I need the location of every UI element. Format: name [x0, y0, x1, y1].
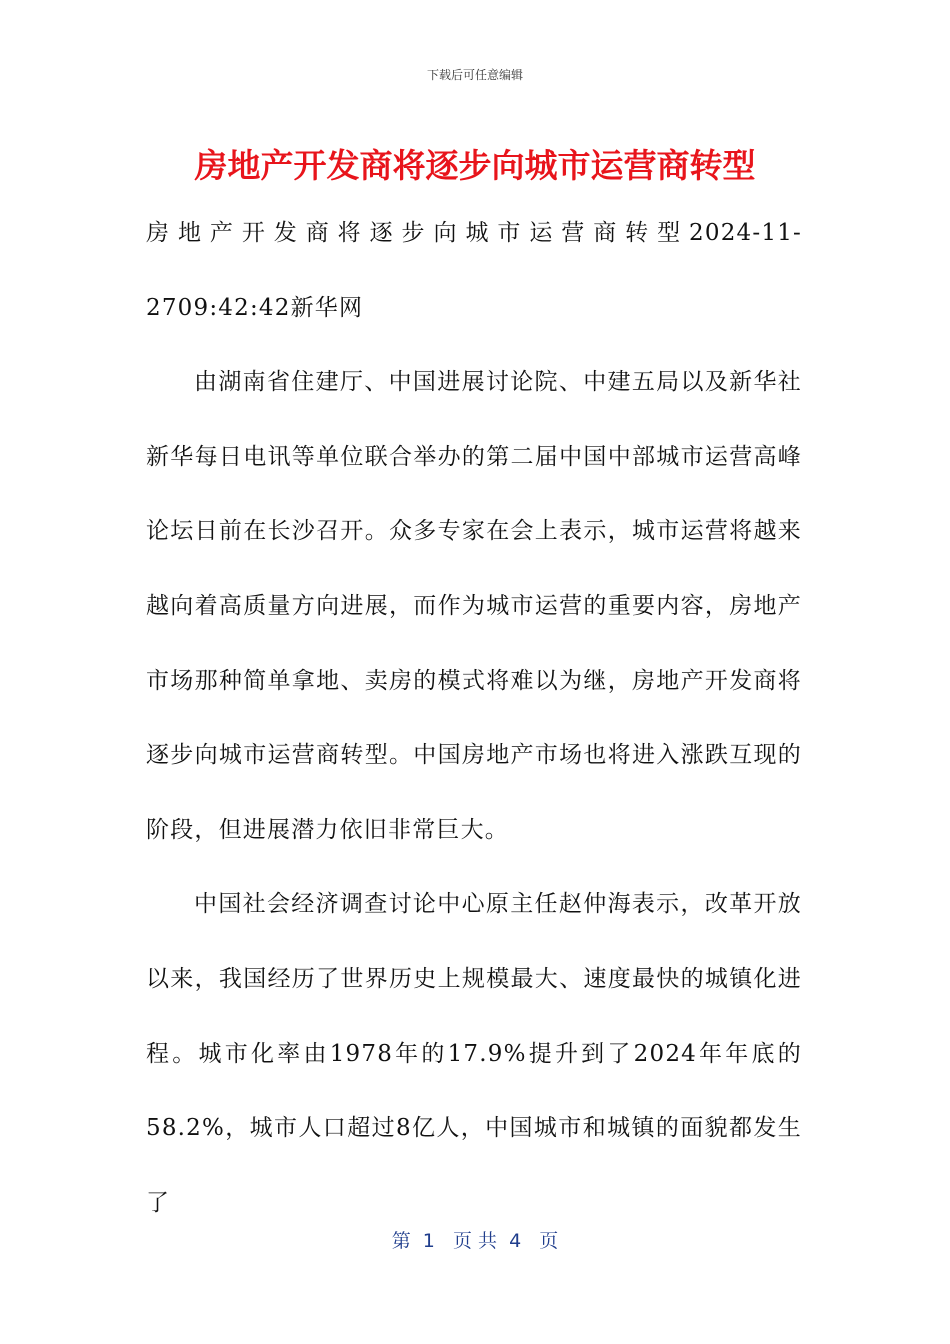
document-title: 房地产开发商将逐步向城市运营商转型	[194, 146, 756, 185]
byline: 房地产开发商将逐步向城市运营商转型2024-11-2709:42:42新华网	[146, 220, 802, 321]
paragraph-1: 由湖南省住建厅、中国进展讨论院、中建五局以及新华社新华每日电讯等单位联合举办的第二届中国中部城市运营高峰论坛日前在长沙召开。众多专家在会上表示，城市运营将越来越向着高质量方向进展，而作为城市运营的重要内容，房地产市场那种简单拿地、卖房的模式将难以为继，房地产开发商将逐步向城市运营商转型。中国房地产市场也将进入涨跌互现的阶段，但进展潜力依旧非常巨大。	[146, 369, 802, 843]
page-number-footer: 第 1 页 共 4 页	[391, 1230, 559, 1252]
header-note: 下载后可任意编辑	[426, 68, 523, 82]
document-body	[146, 196, 802, 1240]
paragraph-2: 中国社会经济调查讨论中心原主任赵仲海表示，改革开放以来，我国经历了世界历史上规模最大、速度最快的城镇化进程。城市化率由1978年的17.9%提升到了2024年年底的58.2%，城市人口超过8亿人，中国城市和城镇的面貌都发生了	[146, 891, 802, 1216]
